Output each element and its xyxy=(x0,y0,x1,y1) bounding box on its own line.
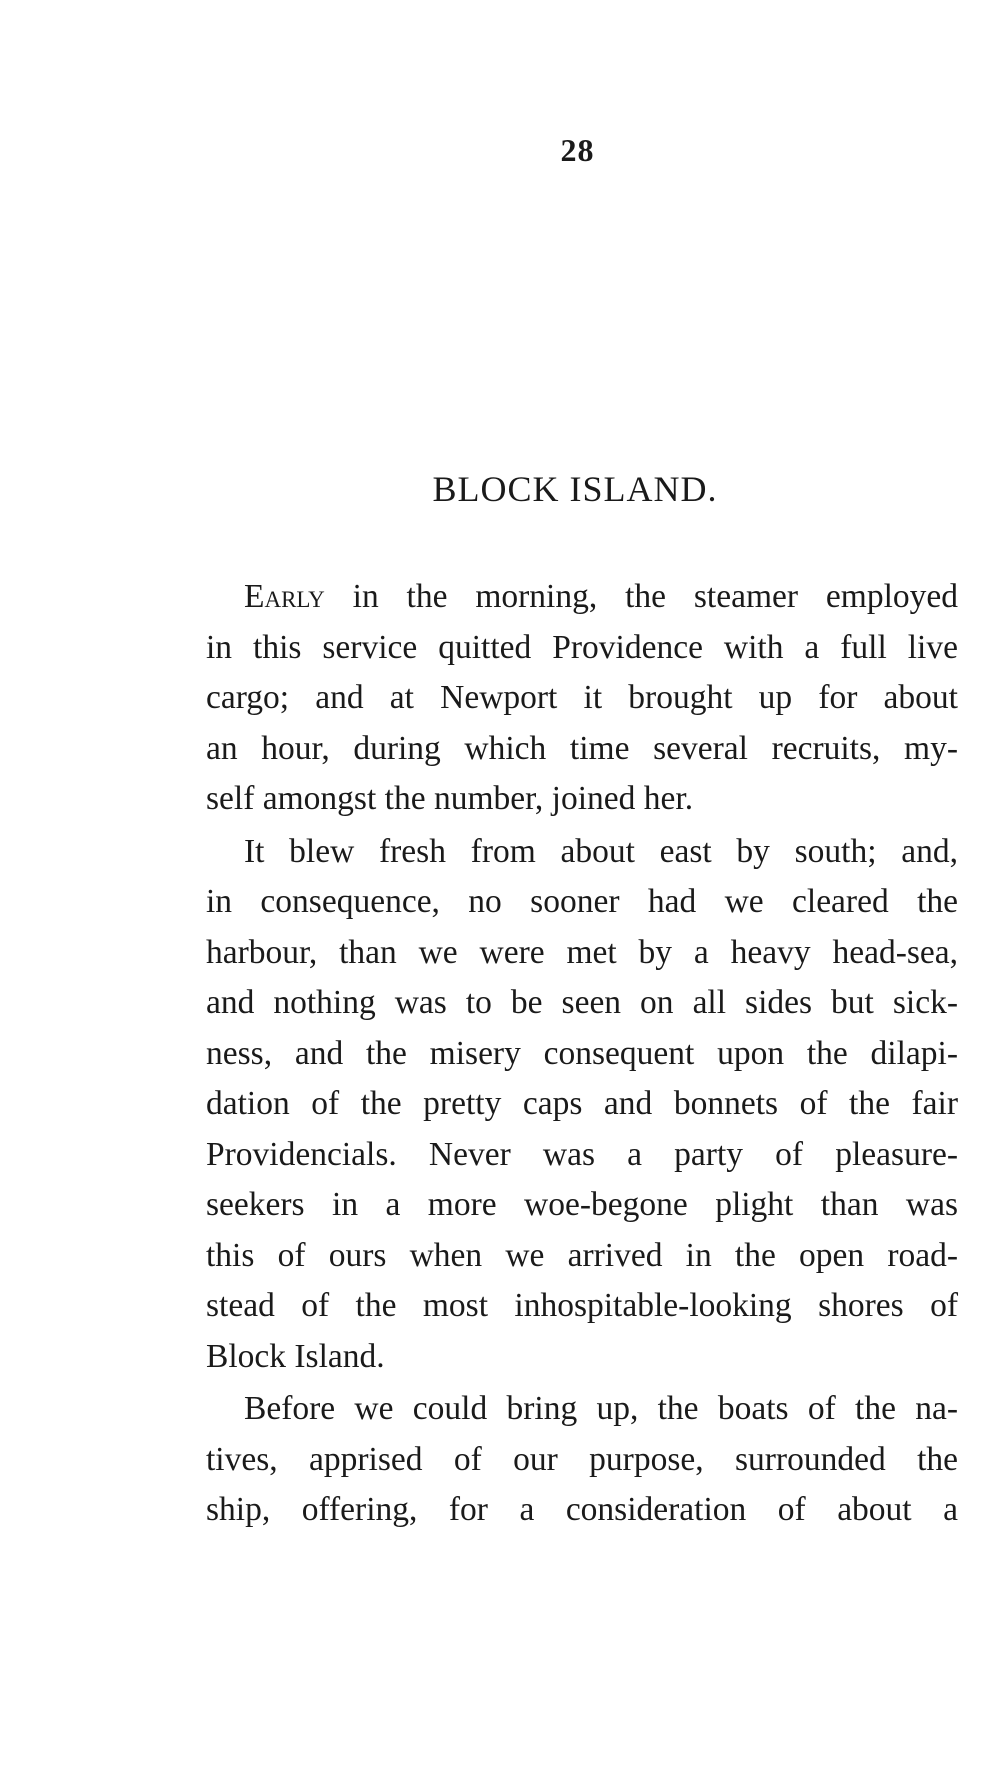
text-line: It blew fresh from about east by south; and, xyxy=(244,832,958,870)
text-line: ship, offering, for a consideration of about a xyxy=(206,1491,958,1528)
text-line: ness, and the misery consequent upon the dilapi- xyxy=(206,1034,958,1072)
paragraph-2 xyxy=(206,827,958,1383)
text-line: an hour, during which time several recruits, my- xyxy=(206,729,958,767)
text-line: dation of the pretty caps and bonnets of the fair xyxy=(206,1085,958,1122)
text-line: in this service quitted Providence with a full live xyxy=(206,628,958,666)
body-text xyxy=(206,572,958,1536)
text-line: Providencials. Never was a party of pleasure- xyxy=(206,1135,958,1173)
chapter-title: BLOCK ISLAND. xyxy=(432,469,718,509)
drop-lead-word: Early xyxy=(244,578,325,615)
page-number: 28 xyxy=(560,132,595,168)
text-line: in consequence, no sooner had we cleared the xyxy=(206,883,958,920)
paragraph-1 xyxy=(206,572,958,825)
text-line: harbour, than we were met by a heavy head-sea, xyxy=(206,933,958,971)
paragraph-3 xyxy=(206,1384,958,1536)
text-line: stead of the most inhospitable-looking shores of xyxy=(206,1287,958,1324)
text-line: this of ours when we arrived in the open road- xyxy=(206,1236,958,1274)
text-line: tives, apprised of our purpose, surrounded the xyxy=(206,1440,958,1478)
text-line: Early in the morning, the steamer employed xyxy=(244,578,958,615)
text-line: self amongst the number, joined her. xyxy=(206,780,694,817)
text-line: and nothing was to be seen on all sides but sick- xyxy=(206,984,958,1021)
text-line: seekers in a more woe-begone plight than was xyxy=(206,1186,958,1223)
text-line: Before we could bring up, the boats of the na- xyxy=(244,1390,958,1427)
text-line: Block Island. xyxy=(206,1337,385,1375)
text-line: cargo; and at Newport it brought up for about xyxy=(206,679,958,716)
